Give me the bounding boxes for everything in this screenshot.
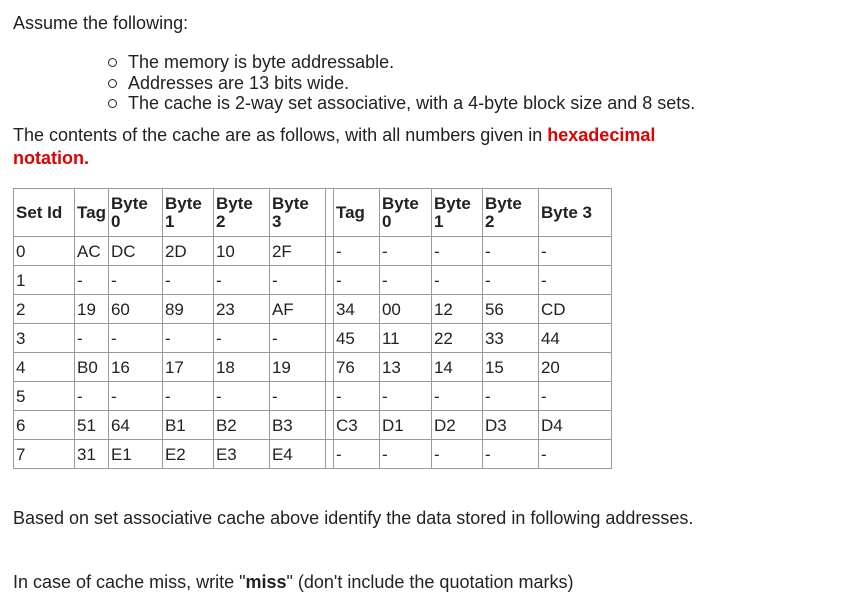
header-byte-1-way-2: Byte 1: [431, 189, 482, 237]
list-item: Addresses are 13 bits wide.: [108, 73, 695, 94]
question-instruction: Based on set associative cache above identify the data stored in following addresses.: [13, 508, 694, 528]
header-byte-3: Byte 3: [269, 189, 325, 237]
table-row: 6 51 64 B1 B2 B3 C3 D1 D2 D3 D4: [14, 411, 612, 440]
table-row: 3 - - - - - 45 11 22 33 44: [14, 324, 612, 353]
cache-contents-intro: The contents of the cache are as follows, with all numbers given in hexadecimal notation.: [13, 125, 656, 168]
table-row: 4 B0 16 17 18 19 76 13 14 15 20: [14, 353, 612, 382]
header-set-id: Set Id: [14, 189, 75, 237]
miss-instruction: In case of cache miss, write "miss" (don't include the quotation marks): [13, 572, 574, 592]
assumptions-list: [108, 52, 695, 114]
hollow-bullet-icon: [108, 99, 117, 108]
intro-text: Assume the following:: [13, 13, 189, 33]
hollow-bullet-icon: [108, 79, 117, 88]
header-byte-2: Byte 2: [213, 189, 269, 237]
table-row: 2 19 60 89 23 AF 34 00 12 56 CD: [14, 295, 612, 324]
hollow-bullet-icon: [108, 58, 117, 67]
table-row: 0 AC DC 2D 10 2F - - - - -: [14, 237, 612, 266]
header-tag: Tag: [75, 189, 109, 237]
cache-table: [13, 188, 612, 469]
list-item: The memory is byte addressable.: [108, 52, 695, 73]
table-separator: [325, 189, 333, 237]
table-row: 1 - - - - - - - - - -: [14, 266, 612, 295]
header-tag-way-2: Tag: [333, 189, 379, 237]
header-byte-0-way-2: Byte 0: [379, 189, 431, 237]
hex-notation-highlight: hexadecimal notation.: [13, 125, 656, 168]
miss-keyword: miss: [245, 572, 287, 592]
header-byte-1: Byte 1: [162, 189, 213, 237]
header-byte-3-way-2: Byte 3: [538, 189, 611, 237]
header-byte-0: Byte 0: [108, 189, 162, 237]
table-header-row: [14, 189, 612, 237]
table-row: 7 31 E1 E2 E3 E4 - - - - -: [14, 440, 612, 469]
header-byte-2-way-2: Byte 2: [482, 189, 538, 237]
table-row: 5 - - - - - - - - - -: [14, 382, 612, 411]
list-item: The cache is 2-way set associative, with a 4-byte block size and 8 sets.: [108, 93, 695, 114]
